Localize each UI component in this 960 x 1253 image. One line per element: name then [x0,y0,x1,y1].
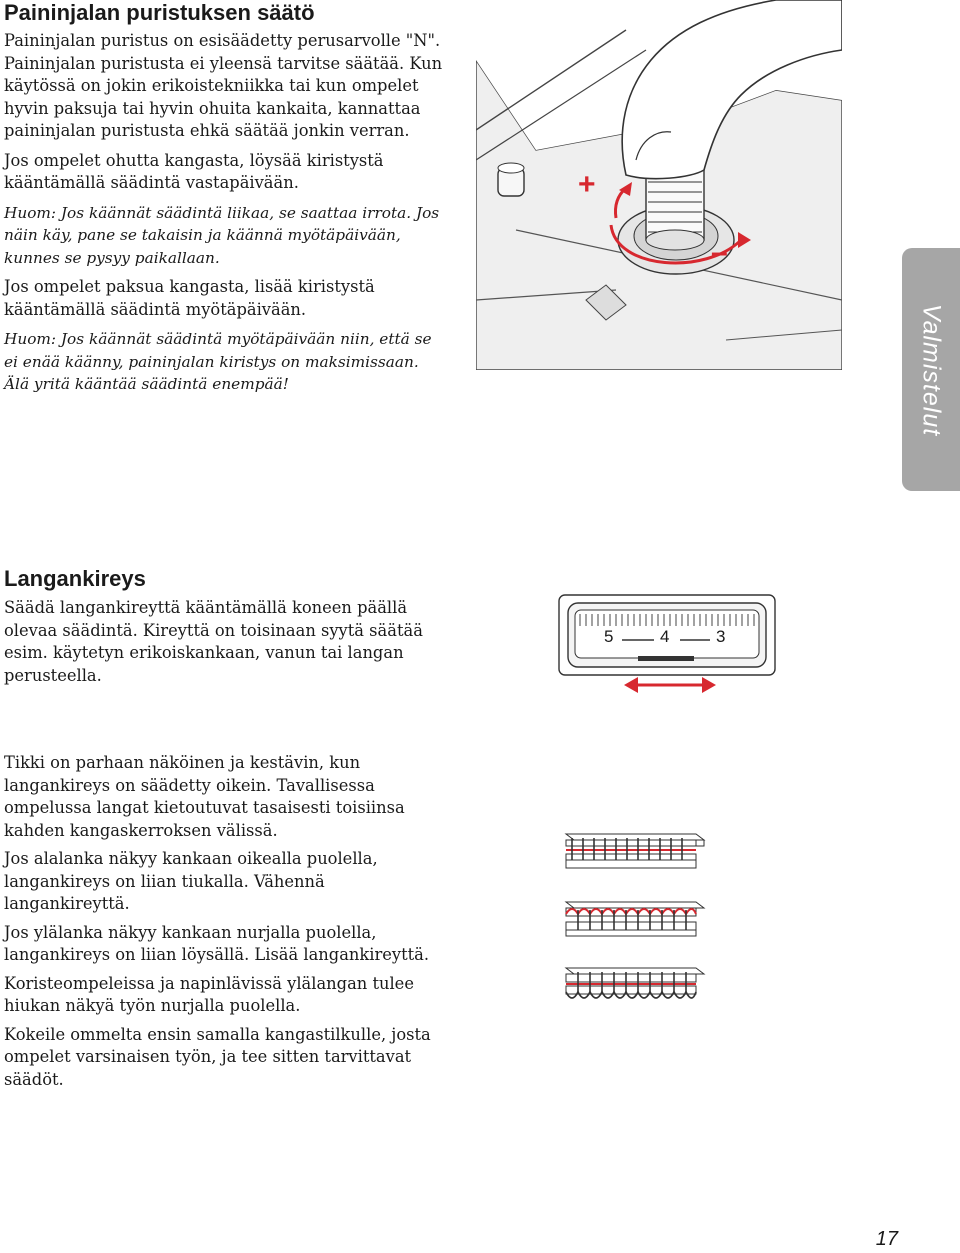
para-too-tight: Jos alalanka näkyy kankaan oikealla puolella, langankireys on liian tiukalla. Vähennä langankireyttä. [4,849,378,913]
dial-number-3: 3 [716,627,726,646]
dial-number-5: 5 [604,627,614,646]
para-too-loose: Jos ylälanka näkyy kankaan nurjalla puolella, langankireys on liian löysällä. Lisää langankireyttä. [4,922,430,964]
page-number: 17 [875,1228,898,1250]
para-correct-tension: Tikki on parhaan näköinen ja kestävin, kun langankireys on säädetty oikein. Tavallisessa ompelussa langat kietoutuvat tasaisesti toisiinsa kahden kangaskerroksen välissä. [4,753,405,840]
chapter-tab-label: Valmistelut [917,303,946,436]
tension-body [4,752,444,1097]
stitch-too-tight-illustration [556,900,706,944]
tension-intro [4,597,444,694]
note-max: Huom: Jos käännät säädintä myötäpäivään niin, että se ei enää käänny, paininjalan kiristys on maksimissaan. Älä yritä kääntää säädintä enempää! [4,330,432,393]
plus-sign: + [578,168,596,201]
section-title-thread-tension: Langankireys [4,566,146,591]
para-tension-intro: Säädä langankireyttä kääntämällä koneen päällä olevaa säädintä. Kireyttä on toisinaan syytä säätää esim. käytetyn erikoiskankaan, vanun tai langan perusteella. [4,598,423,685]
chapter-tab [902,248,960,491]
section1-body [4,30,444,403]
tension-dial-illustration [558,594,776,698]
dial-number-4: 4 [660,627,670,646]
para-thin-fabric: Jos ompelet ohutta kangasta, löysää kiristystä kääntämällä säädintä vastapäivään. [4,150,384,192]
stitch-too-loose-illustration [556,966,706,1010]
para-thick-fabric: Jos ompelet paksua kangasta, lisää kiristystä kääntämällä säädintä myötäpäivään. [4,277,375,319]
para-test-first: Kokeile ommelta ensin samalla kangastilkulle, josta ompelet varsinaisen työn, ja tee sitten tarvittavat säädöt. [4,1024,431,1089]
stitch-correct-illustration [556,832,706,876]
para-intro: Paininjalan puristus on esisäädetty perusarvolle "N". Paininjalan puristusta ei yleensä tarvitse säätää. Kun käytössä on jokin erikoistekniikka tai kun ompelet hyvin paksuja tai hyvin ohuita kankaita, kannattaa paininjalan puristusta ehkä säätää jonkin verran. [4,31,443,140]
minus-sign: – [711,236,728,269]
note-loosen: Huom: Jos käännät säädintä liikaa, se saattaa irrota. Jos näin käy, pane se takaisin ja käännä myötäpäivään, kunnes se pysyy paikallaan. [4,203,440,267]
para-decorative: Koristeompeleissa ja napinlävissä ylälangan tulee hiukan näkyä työn nurjalla puolella. [4,973,414,1015]
presser-foot-dial-illustration [476,0,842,374]
section-title-presser-foot: Paininjalan puristuksen säätö [4,0,315,25]
